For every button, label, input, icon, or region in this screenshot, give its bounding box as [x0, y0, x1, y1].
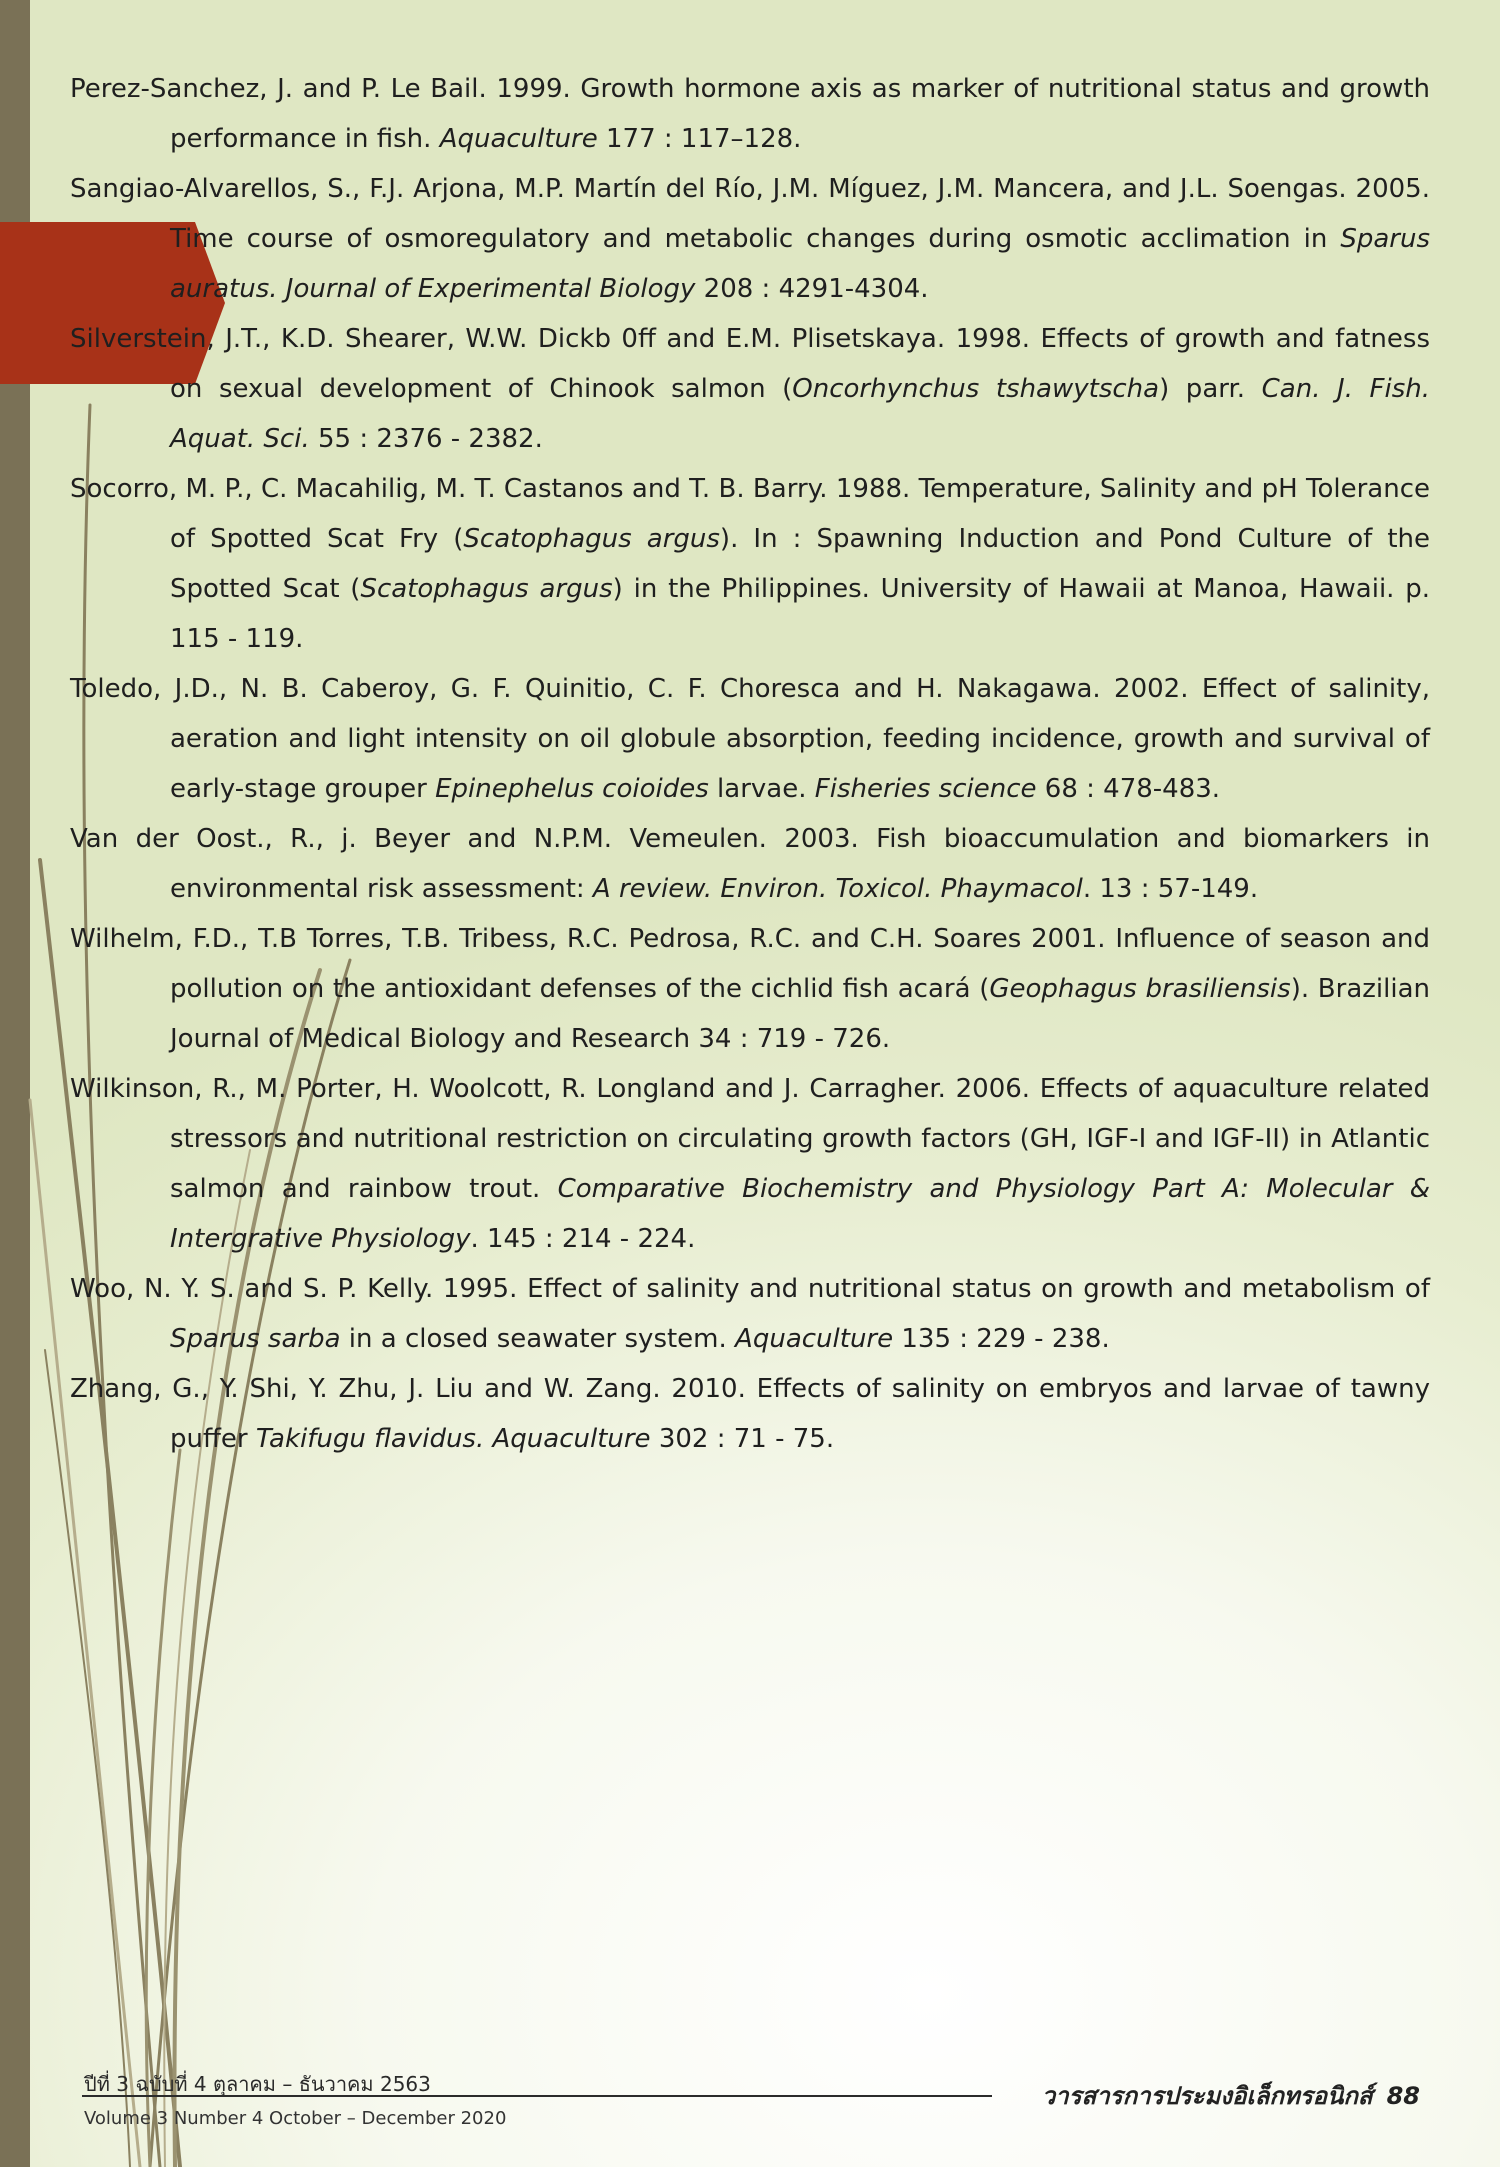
- reference-text: Sangiao-Alvarellos, S., F.J. Arjona, M.P. Martín del Río, J.M. Míguez, J.M. Mancera, and J.L. Soengas. 2005. Time course of osmoregulatory and metabolic changes during osmotic acclimation in: [70, 174, 1430, 254]
- reference-entry: [70, 814, 1430, 914]
- reference-entry: [70, 914, 1430, 1064]
- reference-italic-text: Epinephelus coioides: [435, 774, 709, 804]
- reference-italic-text: Scatophagus argus: [463, 524, 720, 554]
- reference-entry: [70, 664, 1430, 814]
- reference-text: in a closed seawater system.: [340, 1324, 736, 1354]
- reference-entry: [70, 64, 1430, 164]
- reference-italic-text: Fisheries science: [814, 774, 1037, 804]
- reference-text: Woo, N. Y. S. and S. P. Kelly. 1995. Effect of salinity and nutritional status on growth and metabolism of: [70, 1274, 1430, 1304]
- reference-text: ). In : Spawning Induction and Pond Culture of the Spotted Scat (: [170, 524, 1430, 604]
- reference-text: Toledo, J.D., N. B. Caberoy, G. F. Quinitio, C. F. Choresca and H. Nakagawa. 2002. Effect of salinity, aeration and light intensity on oil globule absorption, feeding incidence, growth and survival of early-stage grouper: [70, 674, 1430, 804]
- reference-text: Van der Oost., R., j. Beyer and N.P.M. Vemeulen. 2003. Fish bioaccumulation and biomarkers in environmental risk assessment:: [70, 824, 1430, 904]
- reference-text: ). Brazilian Journal of Medical Biology and Research 34 : 719 - 726.: [170, 974, 1430, 1054]
- reference-text: Zhang, G., Y. Shi, Y. Zhu, J. Liu and W. Zang. 2010. Effects of salinity on embryos and larvae of tawny puffer: [70, 1374, 1430, 1454]
- reference-text: . 13 : 57-149.: [1082, 874, 1259, 904]
- reference-text: 302 : 71 - 75.: [650, 1424, 835, 1454]
- reference-italic-text: Scatophagus argus: [360, 574, 613, 604]
- reference-text: ) parr.: [1159, 374, 1262, 404]
- reference-text: Wilhelm, F.D., T.B Torres, T.B. Tribess, R.C. Pedrosa, R.C. and C.H. Soares 2001. Influence of season and pollution on the antioxidant defenses of the cichlid fish acará (: [70, 924, 1430, 1004]
- reference-text: 55 : 2376 - 2382.: [309, 424, 543, 454]
- reference-text: 135 : 229 - 238.: [893, 1324, 1110, 1354]
- reference-italic-text: Sparus sarba: [170, 1324, 341, 1354]
- reference-entry: [70, 1064, 1430, 1264]
- reference-entry: [70, 1364, 1430, 1464]
- reference-italic-text: Can. J. Fish. Aquat. Sci.: [170, 374, 1431, 454]
- reference-text: 68 : 478-483.: [1036, 774, 1221, 804]
- reference-entry: [70, 164, 1430, 314]
- journal-title: วารสารการประมงอิเล็กทรอนิกส์: [1041, 2082, 1373, 2110]
- reference-entry: [70, 314, 1430, 464]
- reference-list: [70, 64, 1430, 1464]
- reference-italic-text: Geophagus brasiliensis: [989, 974, 1291, 1004]
- reference-text: Socorro, M. P., C. Macahilig, M. T. Castanos and T. B. Barry. 1988. Temperature, Salinity and pH Tolerance of Spotted Scat Fry (: [70, 474, 1430, 554]
- reference-italic-text: Aquaculture: [735, 1324, 894, 1354]
- footer-english-date: Volume 3 Number 4 October – December 2020: [84, 2108, 507, 2129]
- page-number: 88: [1386, 2082, 1420, 2110]
- reference-text: ) in the Philippines. University of Hawaii at Manoa, Hawaii. p. 115 - 119.: [170, 574, 1430, 654]
- reference-italic-text: Comparative Biochemistry and Physiology Part A: Molecular & Intergrative Physiology: [170, 1174, 1431, 1254]
- reference-italic-text: Takifugu flavidus. Aquaculture: [255, 1424, 651, 1454]
- footer-divider: [82, 2095, 992, 2097]
- reference-italic-text: Aquaculture: [439, 124, 598, 154]
- reference-text: 177 : 117–128.: [597, 124, 802, 154]
- footer-journal: [1042, 2076, 1420, 2115]
- reference-text: . 145 : 214 - 224.: [470, 1224, 696, 1254]
- reference-text: Perez-Sanchez, J. and P. Le Bail. 1999. Growth hormone axis as marker of nutritional status and growth performance in fish.: [70, 74, 1430, 154]
- footer-thai-date: ปีที่ 3 ฉบับที่ 4 ตุลาคม – ธันวาคม 2563: [84, 2072, 431, 2096]
- reference-entry: [70, 464, 1430, 664]
- reference-text: larvae.: [708, 774, 815, 804]
- reference-entry: [70, 1264, 1430, 1364]
- reference-italic-text: Oncorhynchus tshawytscha: [792, 374, 1160, 404]
- reference-text: 208 : 4291-4304.: [695, 274, 929, 304]
- reference-italic-text: A review. Environ. Toxicol. Phaymacol: [592, 874, 1083, 904]
- reference-text: Silverstein, J.T., K.D. Shearer, W.W. Dickb 0ff and E.M. Plisetskaya. 1998. Effects of growth and fatness on sexual development of Chinook salmon (: [70, 324, 1430, 404]
- reference-italic-text: Sparus auratus. Journal of Experimental Biology: [170, 224, 1430, 304]
- reference-text: Wilkinson, R., M. Porter, H. Woolcott, R. Longland and J. Carragher. 2006. Effects of aquaculture related stressors and nutritional restriction on circulating growth factors (GH, IGF-I and IGF-II) in Atlantic salmon and rainbow trout.: [70, 1074, 1430, 1204]
